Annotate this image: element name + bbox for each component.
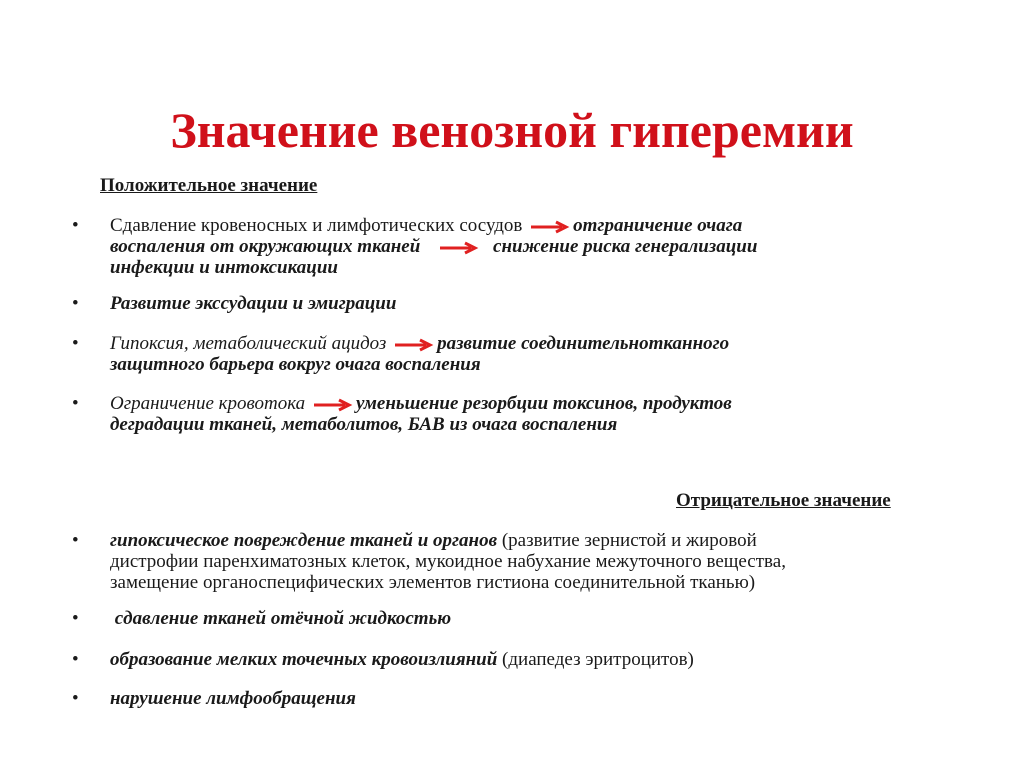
item-text: деградации тканей, метаболитов, БАВ из очага воспаления [110,414,618,435]
item-text: инфекции и интоксикации [110,257,338,278]
item-result: развитие соединительнотканного [437,333,730,354]
negative-heading: Отрицательное значение [676,490,891,511]
item-text: воспаления от окружающих тканей [110,236,421,257]
bullet: • [72,393,79,414]
bullet: • [72,215,79,236]
bullet: • [72,649,79,670]
item-result: отграничение очага [573,215,743,236]
item-text: Гипоксия, метаболический ацидоз [110,333,387,354]
right-arrow-icon [530,220,570,234]
right-arrow-icon [394,338,434,352]
item-emphasis: образование мелких точечных кровоизлияний [110,649,498,670]
item-emphasis: гипоксическое повреждение тканей и органов [110,530,498,551]
item-text: защитного барьера вокруг очага воспаления [110,354,481,375]
item-text: дистрофии паренхиматозных клеток, мукоидное набухание межуточного вещества, [110,551,786,572]
bullet: • [72,293,79,314]
item-text: замещение органоспецифических элементов гистиона соединительной тканью) [110,572,756,593]
positive-heading: Положительное значение [100,175,318,196]
slide-title: Значение венозной гиперемии [170,102,854,158]
item-text: Развитие экссудации и эмиграции [110,293,397,314]
item-emphasis: нарушение лимфообращения [110,688,356,709]
right-arrow-icon [439,241,479,255]
bullet: • [72,608,79,629]
bullet: • [72,688,79,709]
item-text: Ограничение кровотока [110,393,306,414]
item-result: уменьшение резорбции токсинов, продуктов [355,393,732,414]
bullet: • [72,530,79,551]
item-result: снижение риска генерализации [493,236,758,257]
bullet: • [72,333,79,354]
item-text: (диапедез эритроцитов) [497,649,694,670]
right-arrow-icon [313,398,353,412]
item-text: Сдавление кровеносных и лимфотических сосудов [110,215,523,236]
item-emphasis: сдавление тканей отёчной жидкостью [110,608,452,629]
item-text: (развитие зернистой и жировой [497,530,757,551]
